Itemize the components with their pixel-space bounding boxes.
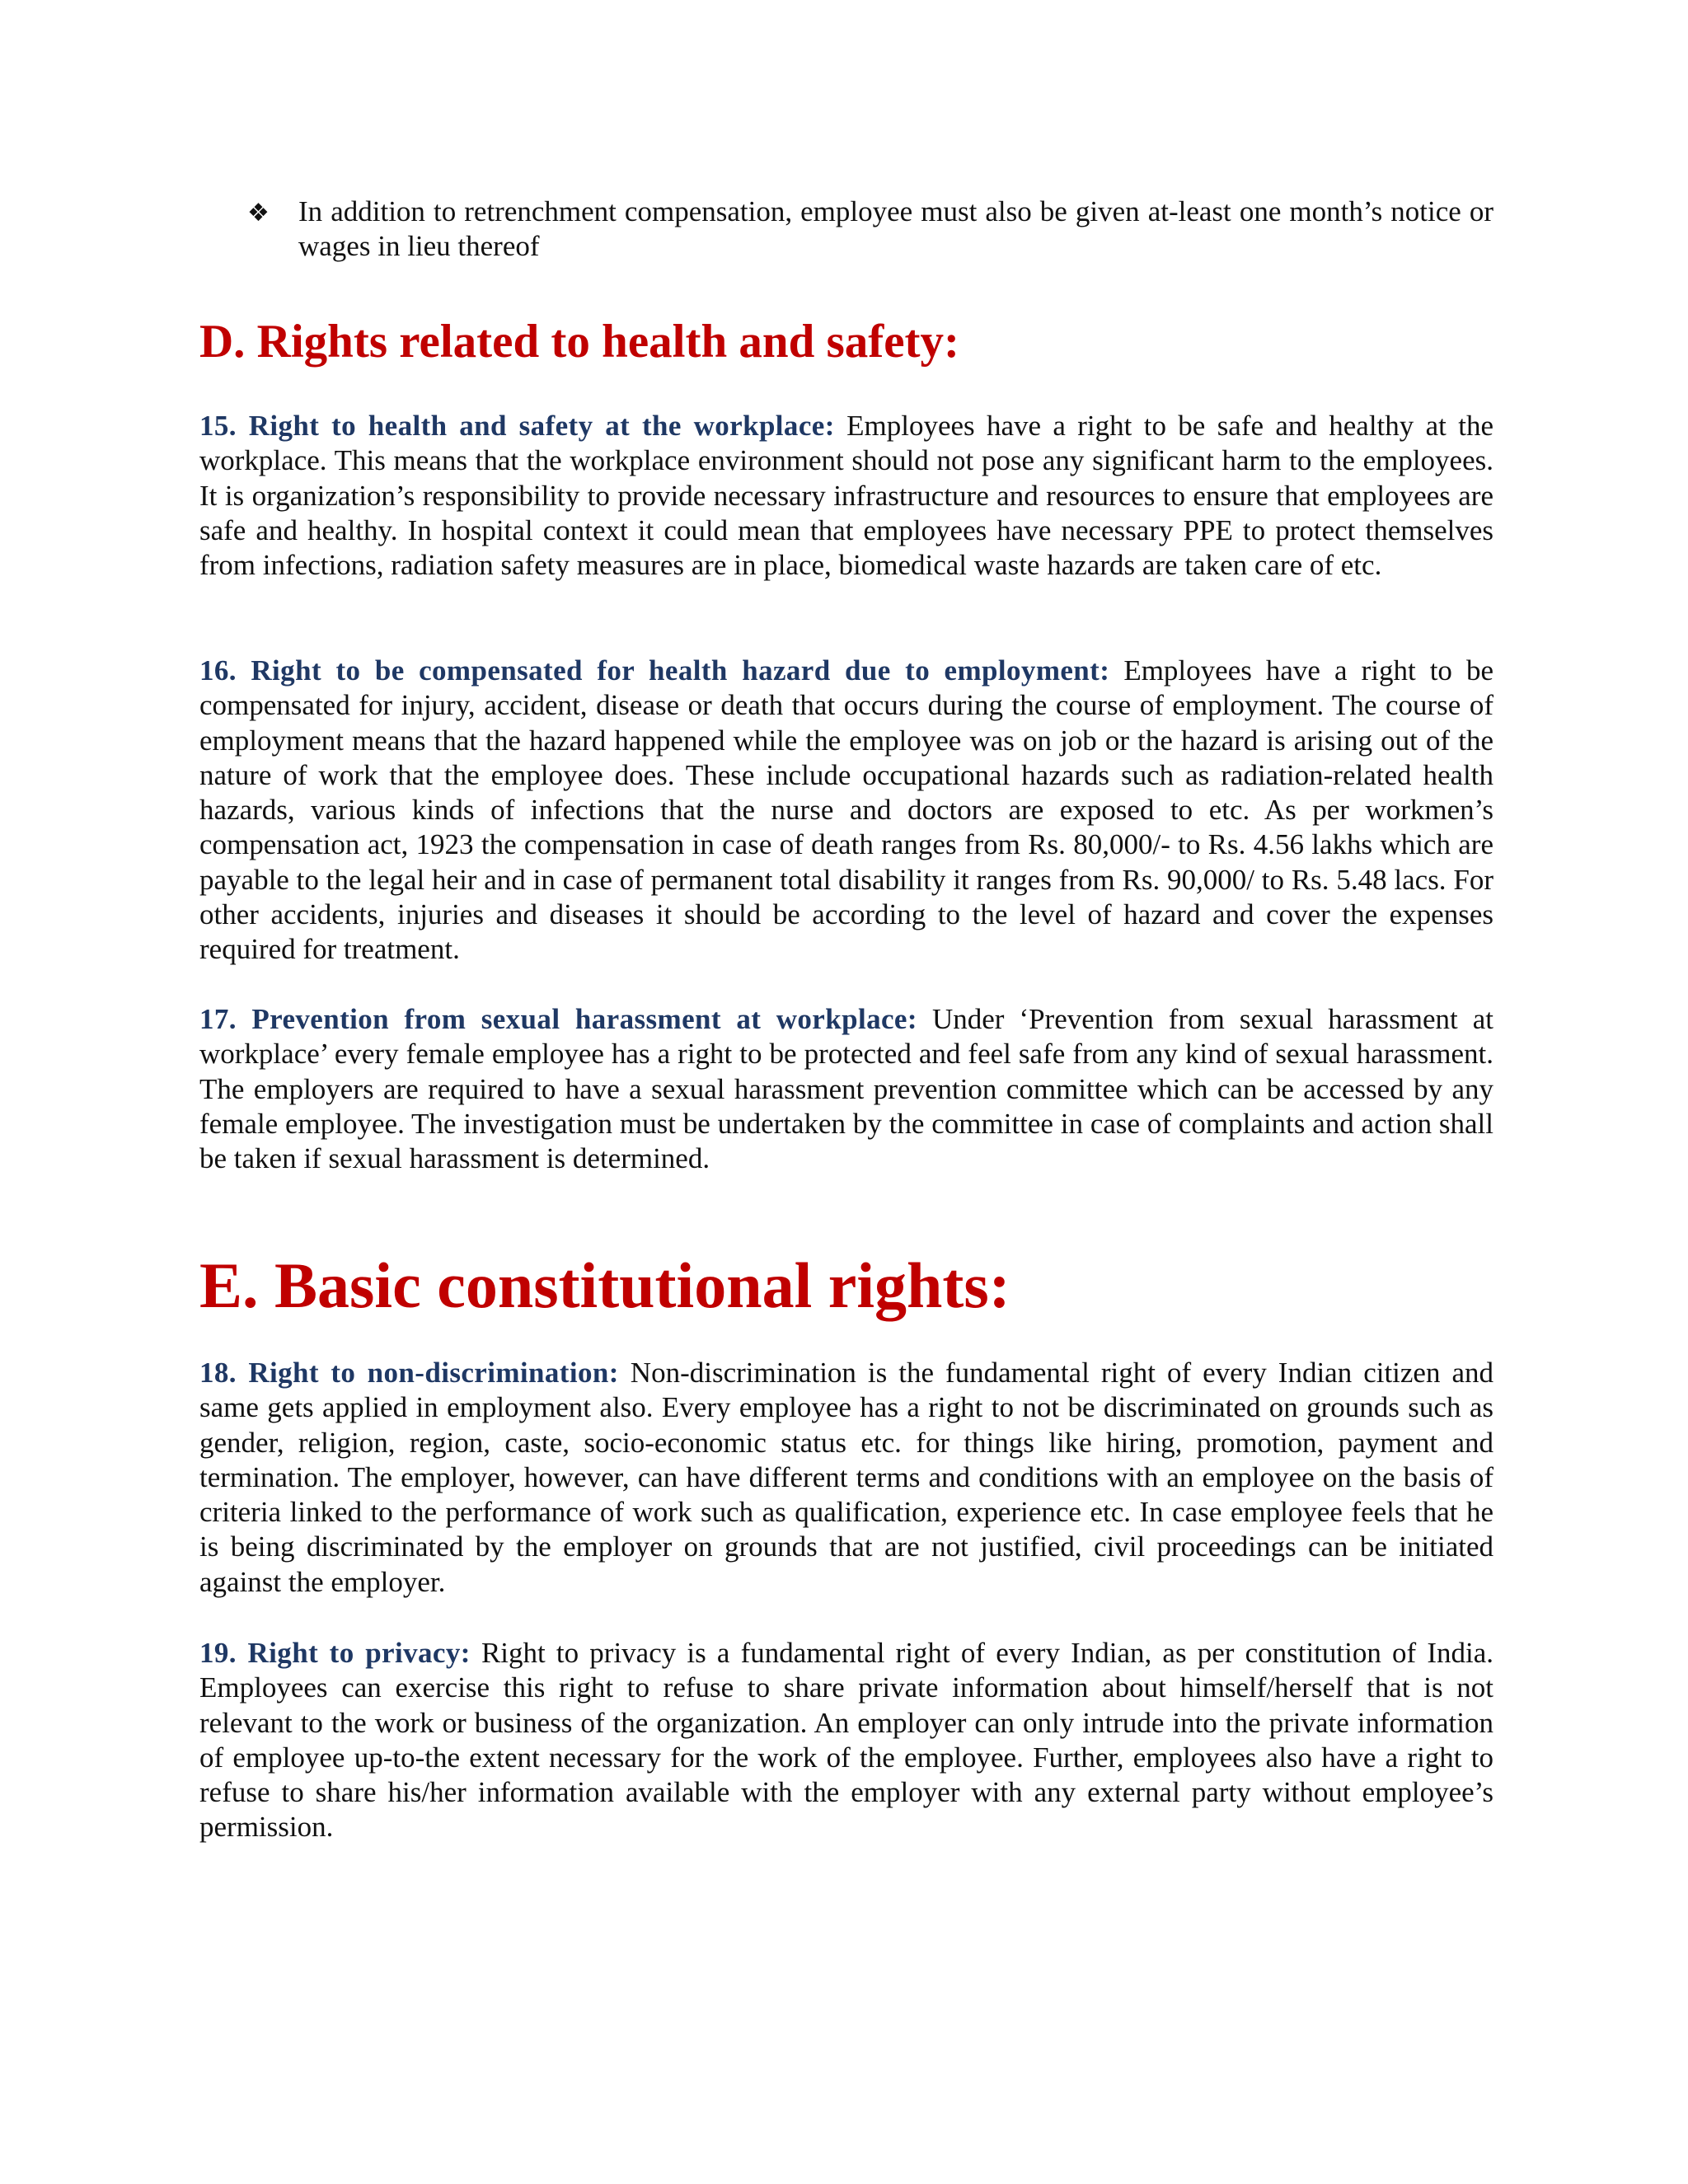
paragraph-right-17 [199,1002,1493,1176]
bullet-list-item [247,194,1493,264]
paragraph-right-18 [199,1356,1493,1600]
item-title: 18. Right to non-discrimination: [199,1357,619,1389]
section-heading-constitutional-rights: E. Basic constitutional rights: [199,1249,1010,1321]
item-title: 15. Right to health and safety at the workplace: [199,410,835,442]
item-body: Under ‘Prevention from sexual harassment at workplace’ every female employee has a right to be protected and feel safe from any kind of sexual harassment. The employers are required to have a sexual harassment prevention committee which can be accessed by any female employee. The investigation must be undertaken by the committee in case of complaints and action shall be taken if sexual harassment is determined. [199,1003,1493,1175]
paragraph-right-19 [199,1636,1493,1845]
item-title: 19. Right to privacy: [199,1637,471,1669]
bullet-text: In addition to retrenchment compensation, employee must also be given at-least one month’s notice or wages in lieu thereof [298,195,1493,262]
item-title: 16. Right to be compensated for health hazard due to employment: [199,654,1110,687]
item-title: 17. Prevention from sexual harassment at workplace: [199,1003,917,1035]
paragraph-right-15 [199,409,1493,583]
section-heading-health-safety: D. Rights related to health and safety: [199,316,959,368]
paragraph-right-16 [199,654,1493,968]
item-body: Employees have a right to be compensated for injury, accident, disease or death that occurs during the course of employment. The course of employment means that the hazard happened while the employee was on job or the hazard is arising out of the nature of work that the employee does. These include occupational hazards such as radiation-related health hazards, various kinds of infections that the nurse and doctors are exposed to etc. As per workmen’s compensation act, 1923 the compensation in case of death ranges from Rs. 80,000/- to Rs. 4.56 lakhs which are payable to the legal heir and in case of permanent total disability it ranges from Rs. 90,000/ to Rs. 5.48 lacs. For other accidents, injuries and diseases it should be according to the level of hazard and cover the expenses required for treatment. [199,654,1493,966]
item-body: Right to privacy is a fundamental right of every Indian, as per constitution of India. Employees can exercise this right to refuse to share private information about himself/herself that is not relevant to the work or business of the organization. An employer can only intrude into the private information of employee up-to-the extent necessary for the work of the employee. Further, employees also have a right to refuse to share his/her information available with the employer with any external party without employee’s permission. [199,1637,1493,1844]
item-body: Employees have a right to be safe and healthy at the workplace. This means that the workplace environment should not pose any significant harm to the employees. It is organization’s responsibility to provide necessary infrastructure and resources to ensure that employees are safe and healthy. In hospital context it could mean that employees have necessary PPE to protect themselves from infections, radiation safety measures are in place, biomedical waste hazards are taken care of etc. [199,410,1494,582]
four-diamond-bullet-icon: ❖ [247,199,270,227]
item-body: Non-discrimination is the fundamental right of every Indian citizen and same gets applied in employment also. Every employee has a right to not be discriminated on grounds such as gender, religion, region, caste, socio-economic status etc. for things like hiring, promotion, payment and termination. The employer, however, can have different terms and conditions with an employee on the basis of criteria linked to the performance of work such as qualification, experience etc. In case employee feels that he is being discriminated by the employer on grounds that are not justified, civil proceedings can be initiated against the employer. [199,1357,1493,1598]
